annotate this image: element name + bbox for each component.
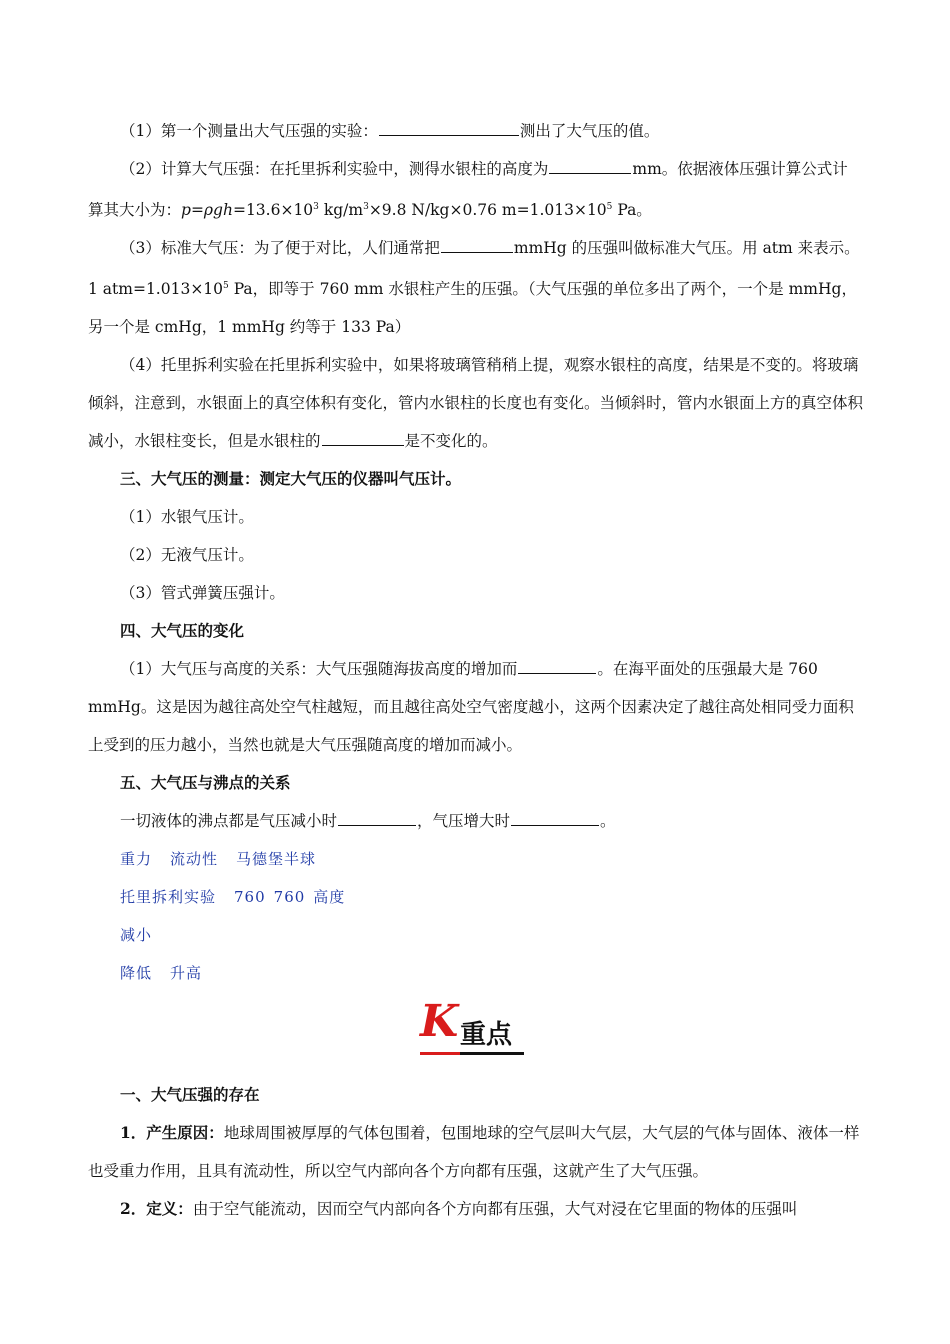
- answer: 降低: [120, 964, 153, 983]
- answer-blank: [338, 809, 416, 826]
- paragraph-first-experiment: [88, 112, 863, 150]
- item-number: 1．: [120, 1123, 147, 1143]
- text: 。在海平面处的压强最大是 760 mmHg。这是因为越往高处空气柱越短，而且越往高处空气密度越小，这两个因素决定了越往高处相同受力面积上受到的压力越小，当然也就是大气压强随高度的增加而减小。: [88, 660, 854, 755]
- text: 测出了大气压的值。: [519, 122, 660, 140]
- answer-blank: [511, 809, 599, 826]
- text: （4）托里拆利实验在托里拆利实验中，如果将玻璃管稍稍上提，观察水银柱的高度，结果是不变的。将玻璃倾斜，注意到，水银面上的真空体积有变化，管内水银柱的长度也有变化。当倾斜时，管内水银面上方的真空体积减小，水银柱变长，但是水银柱的: [88, 356, 864, 451]
- answer: 马德堡半球: [236, 850, 317, 869]
- answer: 流动性: [170, 850, 219, 869]
- list-item: （2）无液气压计。: [120, 546, 254, 565]
- answer-line: [88, 954, 863, 992]
- superscript: 3: [363, 202, 369, 212]
- answer: 托里拆利实验: [120, 888, 217, 907]
- logo-letter: K: [420, 996, 459, 1048]
- text: mmHg 的压强叫做标准大气压。用 atm 来表示。1 atm=1.013×10: [88, 239, 860, 299]
- text: （3）标准大气压：为了便于对比，人们通常把: [120, 239, 440, 258]
- text: （1）第一个测量出大气压强的实验：: [120, 122, 378, 140]
- list-item: （1）水银气压计。: [120, 508, 254, 527]
- item-label: 定义：: [146, 1199, 193, 1219]
- text: 是不变化的。: [404, 432, 498, 451]
- formula: ×9.8 N/kg×0.76 m=1.013×10: [368, 201, 607, 220]
- heading-boiling-point: 五、大气压与沸点的关系: [120, 773, 291, 793]
- answer-blank: [379, 119, 519, 136]
- paragraph-boiling: [88, 802, 863, 840]
- paragraph-calculate-pressure: [88, 150, 863, 229]
- key-points-banner: [88, 996, 863, 1076]
- logo-text: 重点: [460, 1020, 513, 1051]
- superscript: 5: [223, 281, 229, 292]
- superscript: 3: [313, 202, 319, 212]
- list-item: （3）管式弹簧压强计。: [120, 584, 285, 603]
- text: 一切液体的沸点都是气压减小时: [120, 812, 338, 831]
- heading-existence: 一、大气压强的存在: [120, 1085, 260, 1105]
- item-label: 产生原因：: [146, 1123, 224, 1143]
- text: 地球周围被厚厚的气体包围着，包围地球的空气层叫大气层，大气层的气体与固体、液体一样也受重力作用，且具有流动性，所以空气内部向各个方向都有压强，这就产生了大气压强。: [88, 1124, 860, 1181]
- item-number: 2．: [120, 1199, 147, 1219]
- answer-line: [88, 916, 863, 954]
- key-points-logo: [420, 996, 530, 1060]
- text: 。: [600, 812, 616, 831]
- logo-underline-accent: [420, 1052, 460, 1055]
- answer: 760: [273, 888, 306, 907]
- formula: Pa。: [612, 201, 652, 220]
- paragraph-standard-pressure: [88, 229, 863, 346]
- answer-blank: [322, 429, 404, 446]
- answer: 高度: [313, 888, 346, 907]
- formula: p=ρgh: [181, 201, 233, 220]
- answer: 重力: [120, 850, 153, 869]
- paragraph-definition: [88, 1190, 863, 1228]
- document-page: [88, 112, 863, 1228]
- answer: 减小: [120, 926, 153, 945]
- text: ，气压增大时: [417, 812, 511, 831]
- text: mm。依据液体压强计算公式计算其大小为：: [88, 160, 848, 220]
- superscript: 5: [606, 202, 613, 212]
- paragraph-cause: [88, 1114, 863, 1190]
- heading-variation: 四、大气压的变化: [120, 621, 245, 641]
- answer-line: [88, 878, 863, 916]
- answer: 升高: [170, 964, 203, 983]
- answer-blank: [518, 657, 596, 674]
- answer-blank: [549, 157, 631, 174]
- paragraph-torricelli: [88, 346, 863, 460]
- formula: kg/m: [318, 201, 364, 220]
- text: （2）计算大气压强：在托里拆利实验中，测得水银柱的高度为: [120, 160, 549, 178]
- text: （1）大气压与高度的关系：大气压强随海拔高度的增加而: [120, 660, 518, 679]
- text: Pa，即等于 760 mm 水银柱产生的压强。（大气压强的单位多出了两个，一个是 mmHg，另一个是 cmHg，1 mmHg 约等于 133 Pa）: [88, 280, 857, 337]
- heading-measurement: 三、大气压的测量：测定大气压的仪器叫气压计。: [120, 469, 462, 489]
- formula: =13.6×10: [232, 201, 314, 220]
- text: 由于空气能流动，因而空气内部向各个方向都有压强，大气对浸在它里面的物体的压强叫: [192, 1200, 798, 1219]
- answer-blank: [441, 236, 513, 253]
- answer-line: [88, 840, 863, 878]
- paragraph-altitude: [88, 650, 863, 764]
- answer: 760: [234, 888, 266, 907]
